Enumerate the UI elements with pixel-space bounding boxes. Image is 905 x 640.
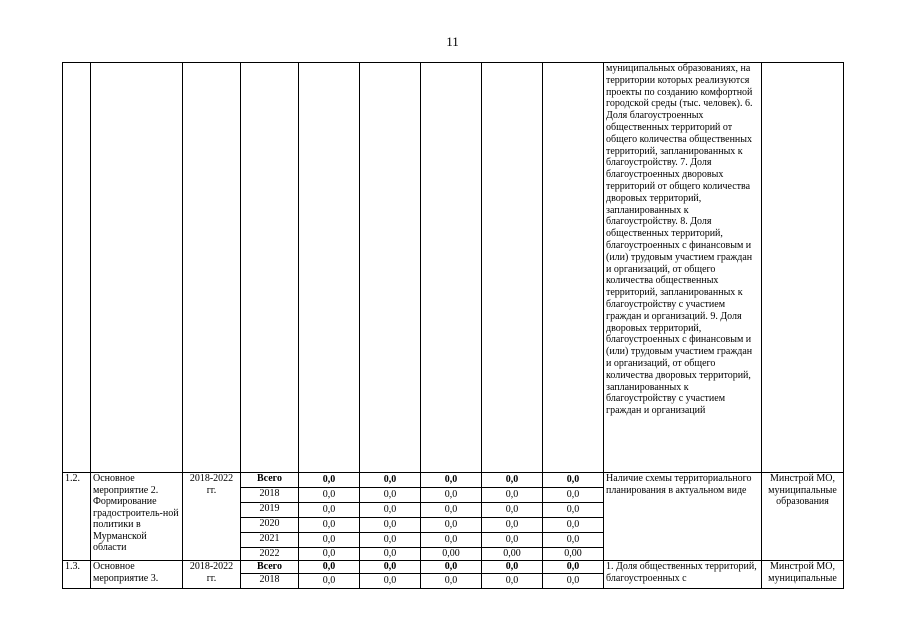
value-cell: 0,0 [482,533,543,548]
value-cell: 0,0 [482,473,543,488]
value-cell: 0,0 [543,488,604,503]
value-cell: 0,0 [543,503,604,518]
value-cell: 0,0 [543,574,604,589]
value-cell: 0,00 [543,548,604,561]
value-cell: 0,0 [543,533,604,548]
value-cell: 0,00 [482,548,543,561]
continuation-row [63,63,844,473]
program-activities-table [62,62,844,589]
indicator-text: 1. Доля общественных территорий, благоустроенных с [604,561,762,589]
value-cell: 0,0 [543,473,604,488]
activity-term: 2018-2022 гг. [183,473,241,561]
value-cell: 0,0 [360,548,421,561]
value-cell: 0,0 [421,533,482,548]
value-cell: 0,0 [299,561,360,574]
value-cell: 0,0 [299,473,360,488]
value-cell: 0,0 [299,518,360,533]
funding-year: 2021 [241,533,299,548]
value-cell: 0,0 [482,574,543,589]
funding-year: 2019 [241,503,299,518]
value-cell: 0,0 [299,548,360,561]
executor-text: Минстрой МО, муниципальные образования [762,473,844,561]
value-cell: 0,0 [299,574,360,589]
activity-term: 2018-2022 гг. [183,561,241,589]
value-cell: 0,0 [421,574,482,589]
indicator-text: Наличие схемы территориального планирования в актуальном виде [604,473,762,561]
value-cell: 0,0 [482,488,543,503]
funding-source: Всего [241,473,299,488]
row-number: 1.3. [63,561,91,589]
value-cell: 0,00 [421,548,482,561]
table-row [63,473,844,488]
funding-year: 2018 [241,488,299,503]
value-cell: 0,0 [360,473,421,488]
funding-year: 2018 [241,574,299,589]
value-cell: 0,0 [299,503,360,518]
value-cell: 0,0 [421,503,482,518]
activity-name: Основное мероприятие 2. Формирование градостроитель-ной политики в Мурманской области [91,473,183,561]
value-cell: 0,0 [482,518,543,533]
value-cell: 0,0 [543,518,604,533]
executor-text: Минстрой МО, муниципальные [762,561,844,589]
value-cell: 0,0 [360,561,421,574]
page-number: 11 [446,34,459,49]
row-number: 1.2. [63,473,91,561]
table-row [63,561,844,574]
funding-year: 2022 [241,548,299,561]
value-cell: 0,0 [299,533,360,548]
value-cell: 0,0 [482,561,543,574]
value-cell: 0,0 [360,574,421,589]
value-cell: 0,0 [360,533,421,548]
value-cell: 0,0 [299,488,360,503]
funding-source: Всего [241,561,299,574]
value-cell: 0,0 [360,488,421,503]
activity-name: Основное мероприятие 3. [91,561,183,589]
value-cell: 0,0 [543,561,604,574]
value-cell: 0,0 [482,503,543,518]
value-cell: 0,0 [360,503,421,518]
value-cell: 0,0 [421,518,482,533]
value-cell: 0,0 [421,488,482,503]
funding-year: 2020 [241,518,299,533]
value-cell: 0,0 [360,518,421,533]
value-cell: 0,0 [421,561,482,574]
indicators-continued: муниципальных образованиях, на территории которых реализуются проекты по созданию комфортной городской среды (тыс. человек). 6. Доля благоустроенных общественных территорий от общего количества общественных территорий, запланированных к благоустройству. 7. Доля благоустроенных дворовых территорий от общего количества дворовых территорий, запланированных к благоустройству. 8. Доля общественных территорий, благоустроенных с финансовым и (или) трудовым участием граждан и организаций, от общего количества общественных территорий, запланированных к благоустройству с участием граждан и организаций. 9. Доля дворовых территорий, благоустроенных с финансовым и (или) трудовым участием граждан и организаций, от общего количества дворовых территорий, запланированных к благоустройству с участием граждан и организаций [604,63,762,473]
value-cell: 0,0 [421,473,482,488]
